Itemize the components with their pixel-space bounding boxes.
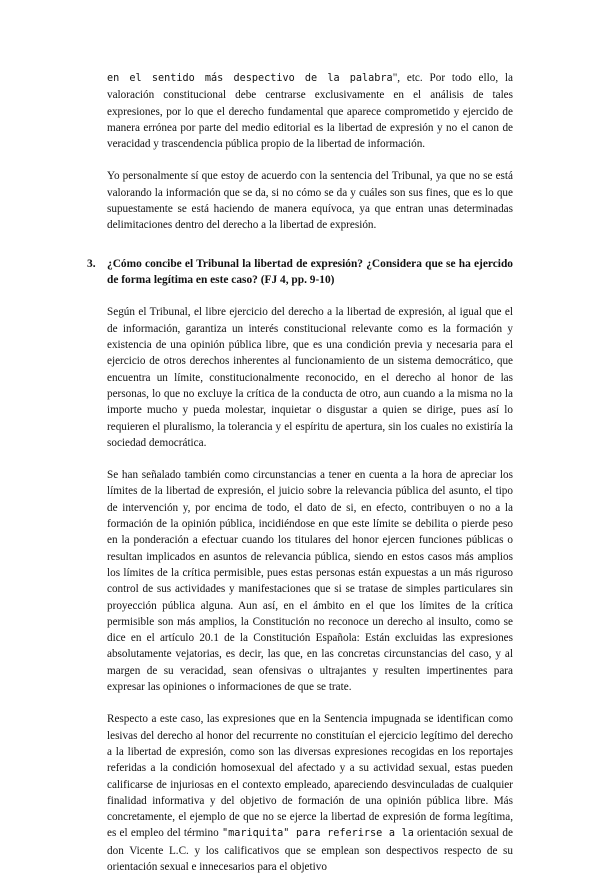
paragraph-1 — [107, 70, 513, 152]
paragraph-3: Según el Tribunal, el libre ejercicio del derecho a la libertad de expresión, al igual que el de información, garantiza un interés constitucional relevante como es la formación y existencia de una opinión pública libre, que es una condición previa y necesaria para el ejercicio de otros derechos inherentes al funcionamiento de un sistema democrático, que encuentra un límite, constitucionalmente reconocido, en el derecho al honor de las personas, lo que no excluye la crítica de la conducta de otro, aun cuando a la misma no la importe mucho y pueda molestar, inquietar o disgustar a quien se dirige, pues así lo requieren el pluralismo, la tolerancia y el espíritu de apertura, sin los cuales no existiría la sociedad democrática. — [107, 306, 513, 449]
question-number: 3. — [87, 257, 96, 270]
quoted-term: "mariquita" para referirse a la — [221, 828, 414, 840]
quoted-phrase: en el sentido más despectivo de la palabra — [107, 73, 393, 84]
paragraph-4: Se han señalado también como circunstancias a tener en cuenta a la hora de apreciar los límites de la libertad de expresión, el juicio sobre la relevancia pública del asunto, el tipo de intervención y, por encima de todo, el dato de si, en efecto, contribuyen o no a la formación de la opinión pública, incidiéndose en que este límite se debilita o pierde peso en la ponderación a efectuar cuando los titulares del honor ejercen funciones públicas o resultan implicados en asuntos de relevancia pública, siendo en estos casos más amplios los límites de la crítica permisible, pues estas personas están expuestas a un más riguroso control de sus actividades y manifestaciones que si se tratase de simples particulares sin proyección pública alguna. Aun así, en el ámbito en el que los límites de la crítica permisible son más amplios, la Constitución no reconoce un derecho al insulto, como se dice en el artículo 20.1 de la Constitución Española: Están excluidas las expresiones absolutamente vejatorias, es decir, las que, en las concretas circunstancias del caso, y al margen de su veracidad, sean ofensivas o ultrajantes y resulten impertinentes para expresar las opiniones o informaciones de que se trate. — [107, 469, 513, 694]
paragraph-5 — [107, 711, 513, 875]
question-title: ¿Cómo concibe el Tribunal la libertad de expresión? ¿Considera que se ha ejercido de forma legítima en este caso? (FJ 4, pp. 9-10) — [107, 257, 513, 287]
paragraph-5-text-end: orientación sexual de don Vicente L.C. y los calificativos que se emplean son despectivos respecto de su orientación sexual e innecesarios para el objetivo — [107, 827, 513, 873]
document-page — [87, 70, 514, 875]
paragraph-5-text-start: Respecto a este caso, las expresiones que en la Sentencia impugnada se identifican como lesivas del derecho al honor del recurrente no constituían el ejercicio legítimo del derecho a la libertad de expresión, como son las diversas expresiones recogidas en los reportajes referidas a la condición homosexual del afectado y a su actividad sexual, estas pueden calificarse de injuriosas en el contexto empleado, apareciendo desvinculadas de cualquier finalidad informativa y del objetivo de formación de una opinión pública libre. Más concretamente, el ejemplo de que no se ejerce la libertad de expresión de forma legítima, es el empleo del término — [107, 713, 513, 840]
paragraph-2: Yo personalmente sí que estoy de acuerdo con la sentencia del Tribunal, ya que no se está valorando la información que se da, si no cómo se da y cuáles son sus fines, que es lo que supuestamente se está haciendo de manera equívoca, ya que entran unas determinadas delimitaciones dentro del derecho a la libertad de expresión. — [107, 170, 513, 232]
paragraph-1-text: ", etc. Por todo ello, la valoración constitucional debe centrarse exclusivamente en el análisis de tales expresiones, por lo que el derecho fundamental que aparece comprometido y ejercido de manera errónea por parte del medio editorial es la libertad de expresión y no el canon de veracidad y trascendencia pública propio de la libertad de información. — [107, 72, 514, 151]
question-heading — [87, 256, 513, 289]
